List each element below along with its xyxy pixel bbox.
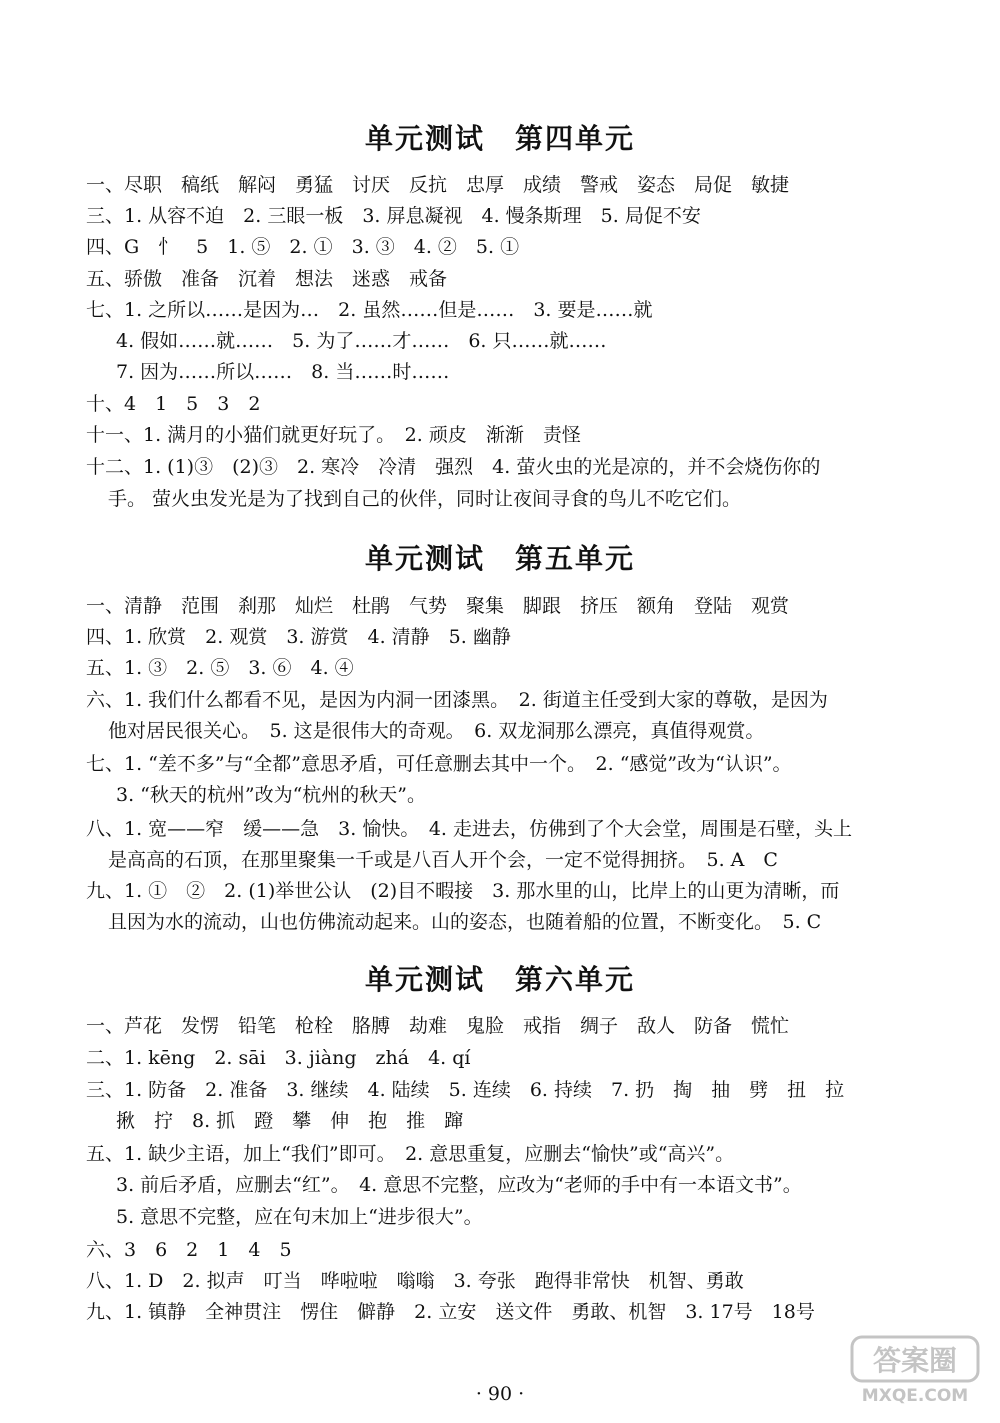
answer-line: 3. 前后矛盾，应删去“红”。 4. 意思不完整，应改为“老师的手中有一本语文书”。: [116, 1174, 802, 1196]
answer-line: 7. 因为……所以…… 8. 当……时……: [116, 361, 450, 383]
answer-line: 二、1. kēng 2. sāi 3. jiàng zhá 4. qí: [86, 1047, 471, 1069]
answer-line: 三、1. 防备 2. 准备 3. 继续 4. 陆续 5. 连续 6. 持续 7. 扔 掏 抽 劈 扭 拉: [86, 1079, 845, 1101]
answer-line: 五、骄傲 准备 沉着 想法 迷惑 戒备: [86, 268, 448, 290]
section-title-unit-6: 单元测试 第六单元: [364, 963, 635, 996]
answer-line: 五、1. 缺少主语，加上“我们”即可。 2. 意思重复，应删去“愉快”或“高兴”。: [86, 1143, 735, 1165]
answer-line: 四、1. 欣赏 2. 观赏 3. 游赏 4. 清静 5. 幽静: [86, 626, 511, 648]
answer-line: 一、芦花 发愣 铅笔 枪栓 胳膊 劫难 鬼脸 戒指 绸子 敌人 防备 慌忙: [86, 1015, 790, 1037]
answer-line: 一、清静 范围 刹那 灿烂 杜鹃 气势 聚集 脚跟 挤压 额角 登陆 观赏: [86, 595, 790, 617]
answer-line: 十一、1. 满月的小猫们就更好玩了。 2. 顽皮 渐渐 责怪: [86, 424, 581, 446]
answer-line: 5. 意思不完整，应在句末加上“进步很大”。: [116, 1206, 483, 1228]
answer-line: 九、1. ① ② 2. (1)举世公认 (2)目不暇接 3. 那水里的山，比岸上的山更为清晰，而: [86, 880, 840, 902]
answer-line: 八、1. 宽——窄 缓——急 3. 愉快。 4. 走进去，仿佛到了个大会堂，周围是石壁，头上: [86, 818, 853, 840]
answer-line: 四、G 忄 5 1. ⑤ 2. ① 3. ③ 4. ② 5. ①: [86, 236, 520, 258]
page-number: · 90 ·: [475, 1383, 525, 1405]
answer-line: 六、3 6 2 1 4 5: [86, 1239, 292, 1261]
answer-line: 他对居民很关心。 5. 这是很伟大的奇观。 6. 双龙洞那么漂亮，真值得观赏。: [108, 720, 765, 742]
answer-line: 九、1. 镇静 全神贯注 愣住 僻静 2. 立安 送文件 勇敢、机智 3. 17号 18号: [86, 1301, 815, 1323]
answer-line: 八、1. D 2. 拟声 叮当 哗啦啦 嗡嗡 3. 夸张 跑得非常快 机智、勇敢: [86, 1270, 744, 1292]
answer-line: 是高高的石顶，在那里聚集一千或是八百人开个会，一定不觉得拥挤。 5. A C: [108, 849, 778, 871]
answer-line: 一、尽职 稿纸 解闷 勇猛 讨厌 反抗 忠厚 成绩 警戒 姿态 局促 敏捷: [86, 174, 790, 196]
answer-line: 十、4 1 5 3 2: [86, 393, 261, 415]
answer-line: 十二、1. (1)③ (2)③ 2. 寒冷 冷清 强烈 4. 萤火虫的光是凉的，并不会烧伤你的: [86, 456, 821, 478]
section-title-unit-5: 单元测试 第五单元: [364, 542, 635, 575]
answer-line: 七、1. “差不多”与“全都”意思矛盾，可任意删去其中一个。 2. “感觉”改为“认识”。: [86, 753, 792, 775]
answer-line: 六、1. 我们什么都看不见，是因为内洞一团漆黑。 2. 街道主任受到大家的尊敬，是因为: [86, 689, 828, 711]
answer-line: 手。 萤火虫发光是为了找到自己的伙伴，同时让夜间寻食的鸟儿不吃它们。: [108, 488, 742, 510]
answer-line: 4. 假如……就…… 5. 为了……才…… 6. 只……就……: [116, 330, 607, 352]
answer-line: 五、1. ③ 2. ⑤ 3. ⑥ 4. ④: [86, 657, 354, 679]
section-title-unit-4: 单元测试 第四单元: [364, 122, 635, 155]
answer-line: 七、1. 之所以……是因为… 2. 虽然……但是…… 3. 要是……就: [86, 299, 653, 321]
svg-text:答案圈: 答案圈: [872, 1344, 958, 1377]
watermark-logo: [850, 1335, 980, 1405]
svg-text:MXQE.COM: MXQE.COM: [861, 1386, 969, 1405]
answer-line: 且因为水的流动，山也仿佛流动起来。山的姿态，也随着船的位置，不断变化。 5. C: [108, 911, 822, 933]
answer-line: 三、1. 从容不迫 2. 三眼一板 3. 屏息凝视 4. 慢条斯理 5. 局促不安: [86, 205, 701, 227]
answer-line: 3. “秋天的杭州”改为“杭州的秋天”。: [116, 784, 427, 806]
answer-line: 揪 拧 8. 抓 蹬 攀 伸 抱 推 蹿: [116, 1110, 464, 1132]
